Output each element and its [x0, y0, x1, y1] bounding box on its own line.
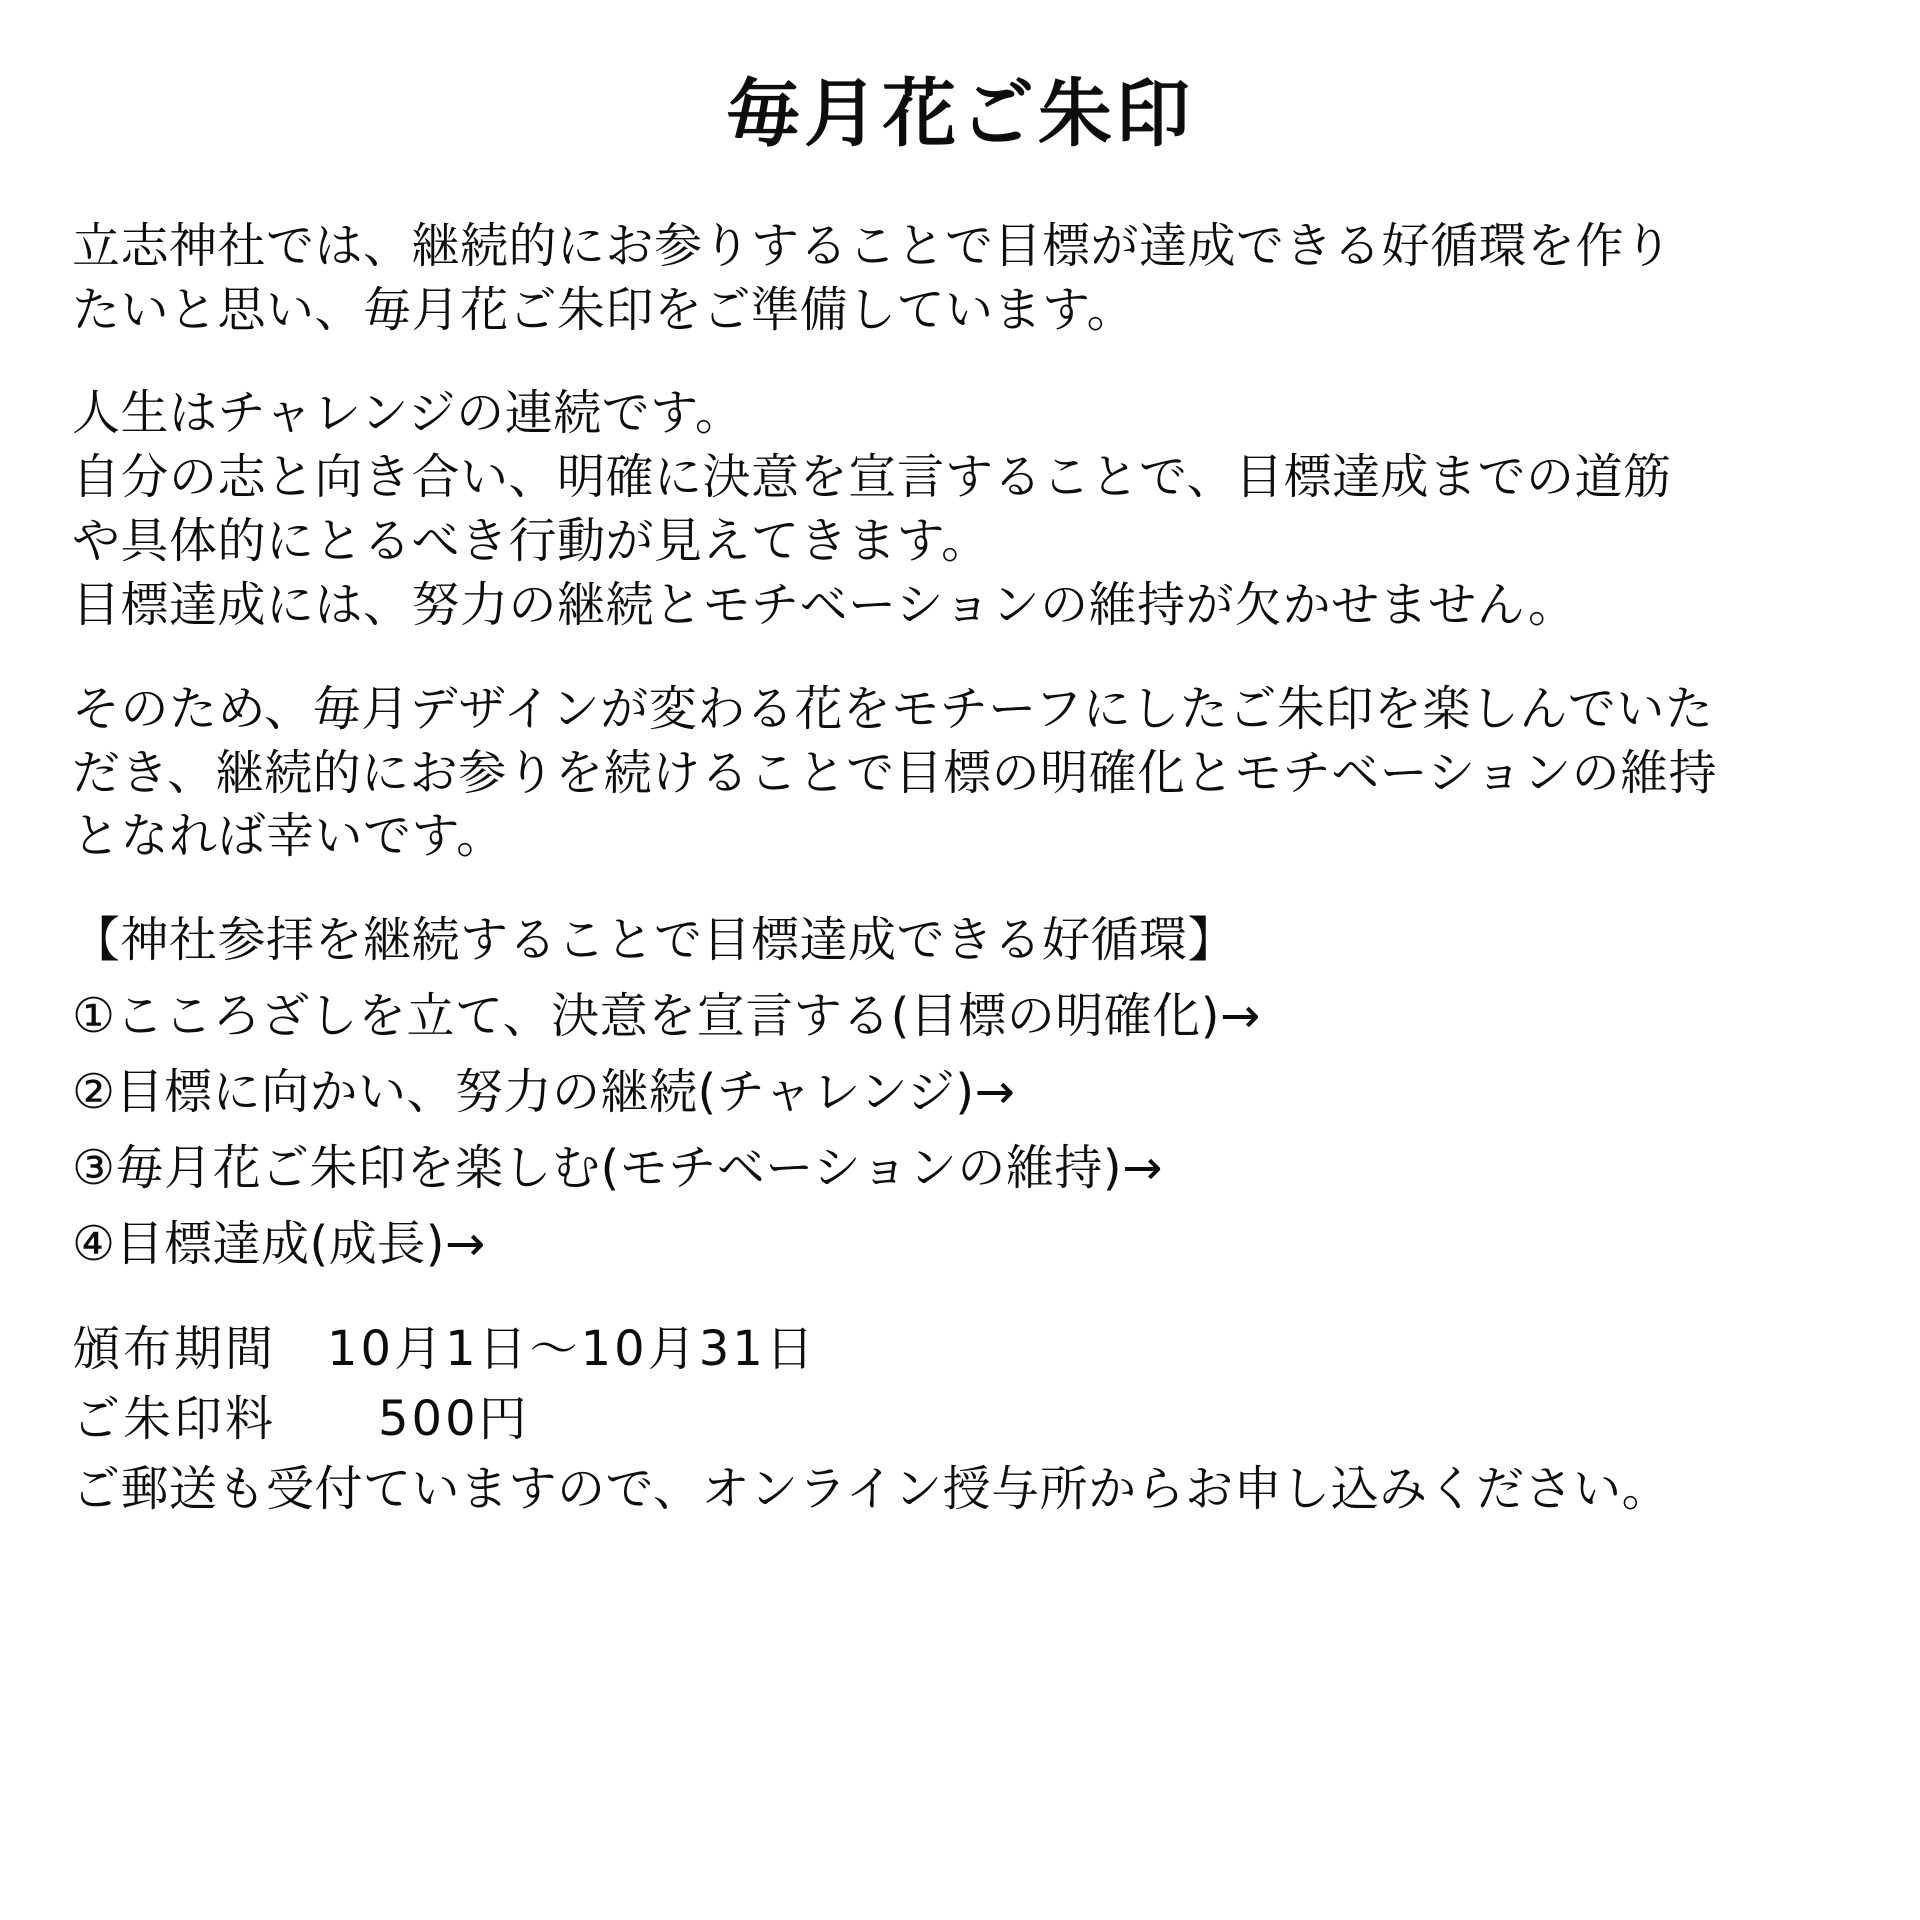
page-title: 毎月花ご朱印 [726, 71, 1194, 157]
goshuin-fee: ご朱印料 500円 [72, 1391, 530, 1448]
life-line-3: や具体的にとるべき行動が見えてきます。 [72, 513, 990, 570]
intro-line-2: たいと思い、毎月花ご朱印をご準備しています。 [72, 281, 1136, 338]
life-line-2: 自分の志と向き合い、明確に決意を宣言することで、目標達成までの道筋 [72, 449, 1672, 506]
list-item-1: ①こころざしを立て、決意を宣言する(目標の明確化)→ [72, 988, 1261, 1045]
purpose-paragraph [72, 678, 1848, 869]
good-cycle-list [72, 909, 1848, 1276]
mail-order-note: ご郵送も受付ていますので、オンライン授与所からお申し込みください。 [72, 1461, 1671, 1518]
intro-line-1: 立志神社では、継続的にお参りすることで目標が達成できる好循環を作り [72, 217, 1673, 274]
list-item-2: ②目標に向かい、努力の継続(チャレンジ)→ [72, 1063, 1016, 1120]
distribution-info [72, 1318, 1848, 1521]
list-item-3: ③毎月花ご朱印を楽しむ(モチベーションの維持)→ [72, 1139, 1163, 1196]
life-line-4: 目標達成には、努力の継続とモチベーションの維持が欠かせません。 [72, 576, 1577, 633]
life-paragraph [72, 382, 1848, 637]
purpose-line-1: そのため、毎月デザインが変わる花をモチーフにしたご朱印を楽しんでいた [72, 680, 1714, 737]
life-line-1: 人生はチャレンジの連続です。 [72, 385, 744, 442]
purpose-line-3: となれば幸いです。 [72, 808, 505, 865]
purpose-line-2: だき、継続的にお参りを続けることで目標の明確化とモチベーションの維持 [72, 744, 1718, 801]
list-heading: 【神社参拝を継続することで目標達成できる好循環】 [72, 912, 1237, 969]
list-item-4: ④目標達成(成長)→ [72, 1215, 486, 1272]
intro-paragraph [72, 215, 1848, 343]
distribution-period: 頒布期間 10月1日〜10月31日 [72, 1321, 817, 1378]
